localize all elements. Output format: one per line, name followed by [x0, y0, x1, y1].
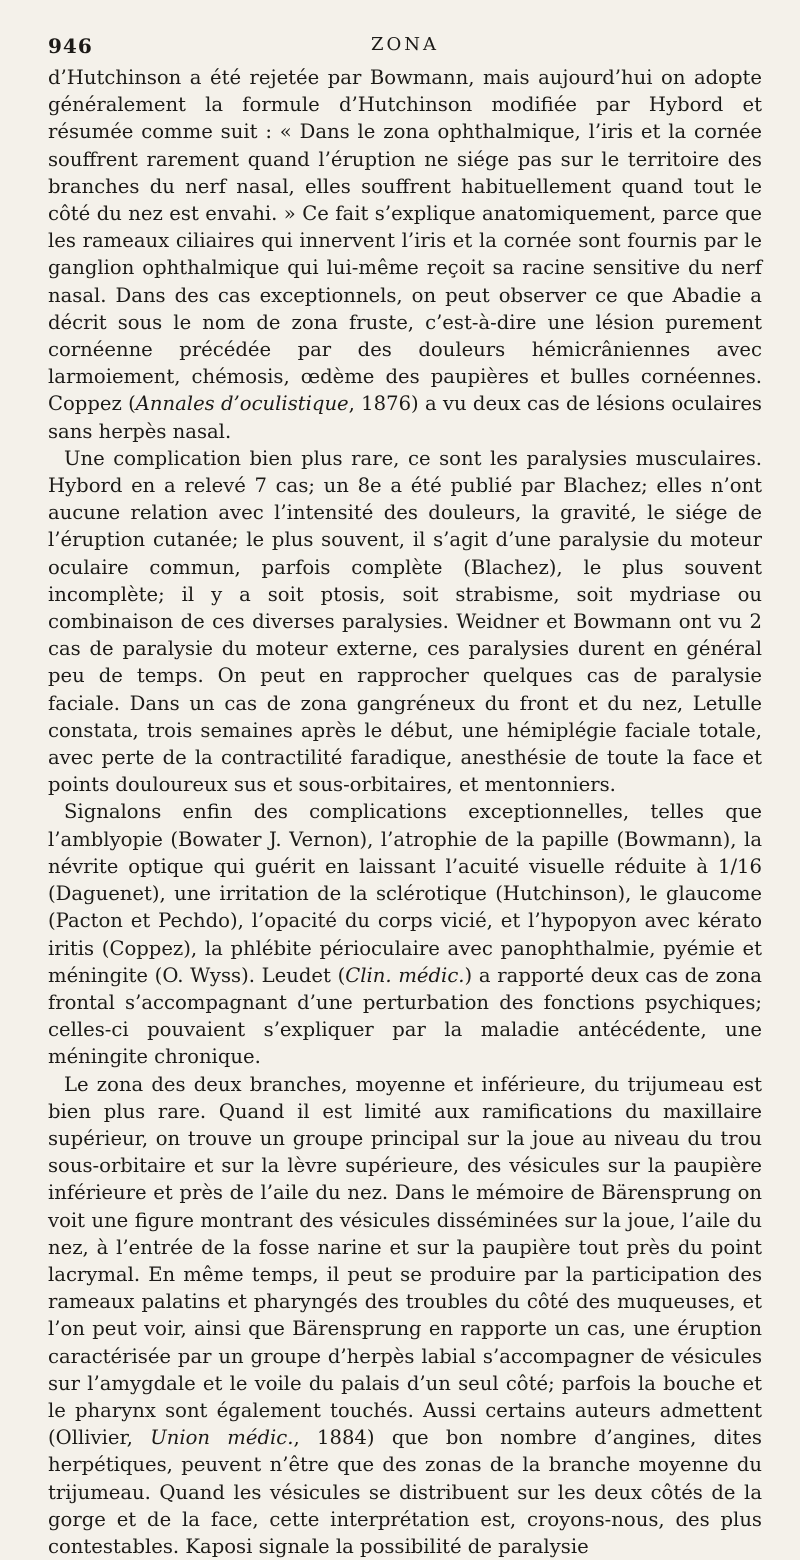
paragraph [48, 64, 762, 445]
text-segment: , 1884) que bon nombre d’angines, dites herpétiques, peuvent n’être que des zonas de la branche moyenne du trijumeau. Quand les vésicules se distribuent sur les deux côtés de la gorge et de la face, cette interprétation est, croyons-nous, des plus contestables. Kaposi signale la possibilité de paralysie [48, 1426, 762, 1558]
text-segment: Une complication bien plus rare, ce sont les paralysies musculaires. Hybord en a relevé 7 cas; un 8e a été publié par Blachez; elles n’ont aucune relation avec l’intensité des douleurs, la gravité, le siége de l’éruption cutanée; le plus souvent, il s’agit d’une paralysie du moteur oculaire commun, parfois complète (Blachez), le plus souvent incomplète; il y a soit ptosis, soit strabisme, soit mydriase ou combinaison de ces diverses paralysies. Weidner et Bowmann ont vu 2 cas de paralysie du moteur externe, ces paralysies durent en général peu de temps. On peut en rapprocher quelques cas de paralysie faciale. Dans un cas de zona gangréneux du front et du nez, Letulle constata, trois semaines après le début, une hémiplégie faciale totale, avec perte de la contractilité faradique, anesthésie de toute la face et points douloureux sus et sous-orbitaires, et mentonniers. [48, 446, 762, 797]
text-segment: , 1876) a vu deux cas de lésions oculaires sans herpès nasal. [48, 392, 762, 443]
citation-title: Clin. médic. [345, 963, 465, 987]
paragraph [48, 445, 762, 799]
page-header [48, 28, 762, 64]
text-segment: d’Hutchinson a été rejetée par Bowmann, mais aujourd’hui on adopte généralement la formule d’Hutchinson modifiée par Hybord et résumée comme suit : « Dans le zona ophthalmique, l’iris et la cornée souffrent rarement quand l’éruption ne siége pas sur le territoire des branches du nerf nasal, elles souffrent habituellement quand tout le côté du nez est envahi. » Ce fait s’explique anatomiquement, parce que les rameaux ciliaires qui innervent l’iris et la cornée sont fournis par le ganglion ophthalmique qui lui-même reçoit sa racine sensitive du nerf nasal. Dans des cas exceptionnels, on peut observer ce que Abadie a décrit sous le nom de zona fruste, c’est-à-dire une lésion purement cornéenne précédée par des douleurs hémicrâniennes avec larmoiement, chémosis, œdème des paupières et bulles cornéennes. Coppez ( [48, 66, 762, 416]
text-segment: Signalons enfin des complications exceptionnelles, telles que l’amblyopie (Bowater J. Vernon), l’atrophie de la papille (Bowmann), la névrite optique qui guérit en laissant l’acuité visuelle réduite à 1/16 (Daguenet), une irritation de la sclérotique (Hutchinson), le glaucome (Pacton et Pechdo), l’opacité du corps vicié, et l’hypopyon avec kérato iritis (Coppez), la phlébite périoculaire avec panophthalmie, pyémie et méningite (O. Wyss). Leudet ( [48, 800, 762, 987]
page-number: 946 [48, 34, 93, 58]
paragraph [48, 798, 762, 1070]
body-text [48, 64, 762, 1560]
citation-title: Annales d’oculistique [135, 392, 349, 416]
paragraph [48, 1071, 762, 1560]
text-segment: ) a rapporté deux cas de zona frontal s’accompagnant d’une perturbation des fonctions psychiques; celles-ci pouvaient s’expliquer par la maladie antécédente, une méningite chronique. [48, 963, 762, 1069]
text-segment: Le zona des deux branches, moyenne et inférieure, du trijumeau est bien plus rare. Quand il est limité aux ramifications du maxillaire supérieur, on trouve un groupe principal sur la joue au niveau du trou sous-orbitaire et sur la lèvre supérieure, des vésicules sur la paupière inférieure et près de l’aile du nez. Dans le mémoire de Bärensprung on voit une figure montrant des vésicules disséminées sur la joue, l’aile du nez, à l’entrée de la fosse narine et sur la paupière tout près du point lacrymal. En même temps, il peut se produire par la participation des rameaux palatins et pharyngés des troubles du côté des muqueuses, et l’on peut voir, ainsi que Bärensprung en rapporte un cas, une éruption caractérisée par un groupe d’herpès labial s’accompagner de vésicules sur l’amygdale et le voile du palais d’un seul côté; parfois la bouche et le pharynx sont également touchés. Aussi certains auteurs admettent (Ollivier, [48, 1072, 762, 1450]
running-title: ZONA [370, 34, 439, 55]
citation-title: Union médic. [150, 1426, 294, 1450]
